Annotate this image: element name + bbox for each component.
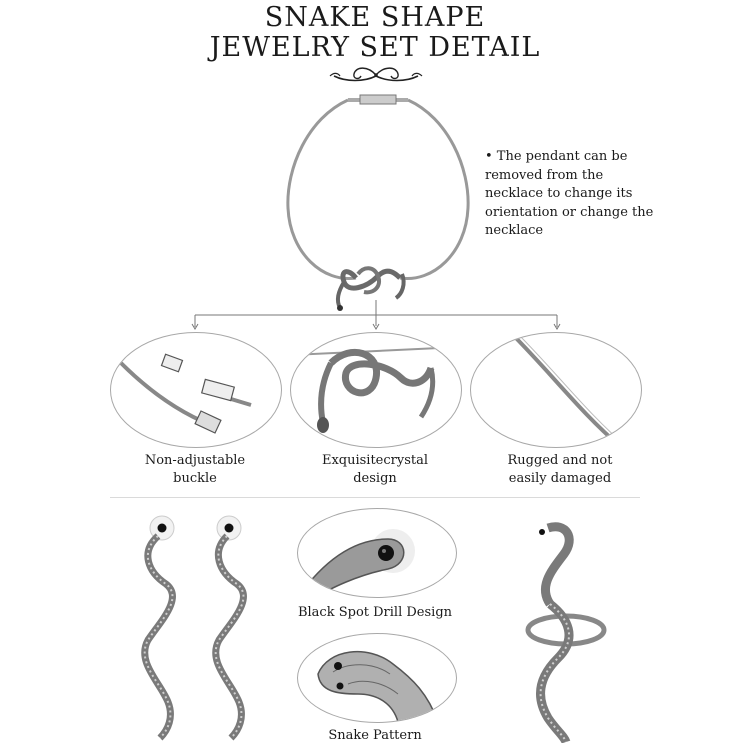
crystal-snake-image — [291, 333, 461, 447]
caption-black-spot: Black Spot Drill Design — [297, 605, 453, 620]
snake-head-black-eye-image — [298, 509, 456, 597]
buckle-detail-oval — [110, 332, 282, 448]
ornament-flourish-icon — [326, 64, 426, 86]
caption-snake-pattern: Snake Pattern — [328, 728, 422, 743]
caption-crystal-line1: Exquisitecrystal — [321, 453, 429, 468]
snake-scale-pattern-image — [298, 634, 456, 722]
crystal-detail-oval — [290, 332, 462, 448]
right-earring-image — [203, 512, 263, 742]
caption-buckle — [110, 452, 280, 488]
section-divider — [110, 497, 640, 498]
caption-crystal-line2: design — [353, 471, 397, 486]
page-title-line-2: JEWELRY SET DETAIL — [209, 32, 541, 63]
page-title-line-1: SNAKE SHAPE — [264, 2, 486, 33]
buckle-clasp-image — [111, 333, 281, 447]
caption-buckle-line1: Non-adjustable — [144, 453, 246, 468]
left-earring-image — [130, 512, 190, 742]
caption-chain-line2: easily damaged — [508, 471, 612, 486]
black-spot-detail-oval — [297, 508, 457, 598]
caption-chain — [470, 452, 650, 488]
pendant-note: • The pendant can be removed from the necklace to change its orientation or change the necklace — [485, 149, 654, 238]
caption-chain-line1: Rugged and not — [507, 453, 613, 468]
chain-image — [471, 333, 641, 447]
chain-detail-oval — [470, 332, 642, 448]
snake-necklace-image — [278, 88, 478, 318]
snake-pattern-detail-oval — [297, 633, 457, 723]
caption-buckle-line2: buckle — [173, 471, 217, 486]
caption-crystal — [290, 452, 460, 488]
snake-ring-image — [508, 518, 608, 743]
